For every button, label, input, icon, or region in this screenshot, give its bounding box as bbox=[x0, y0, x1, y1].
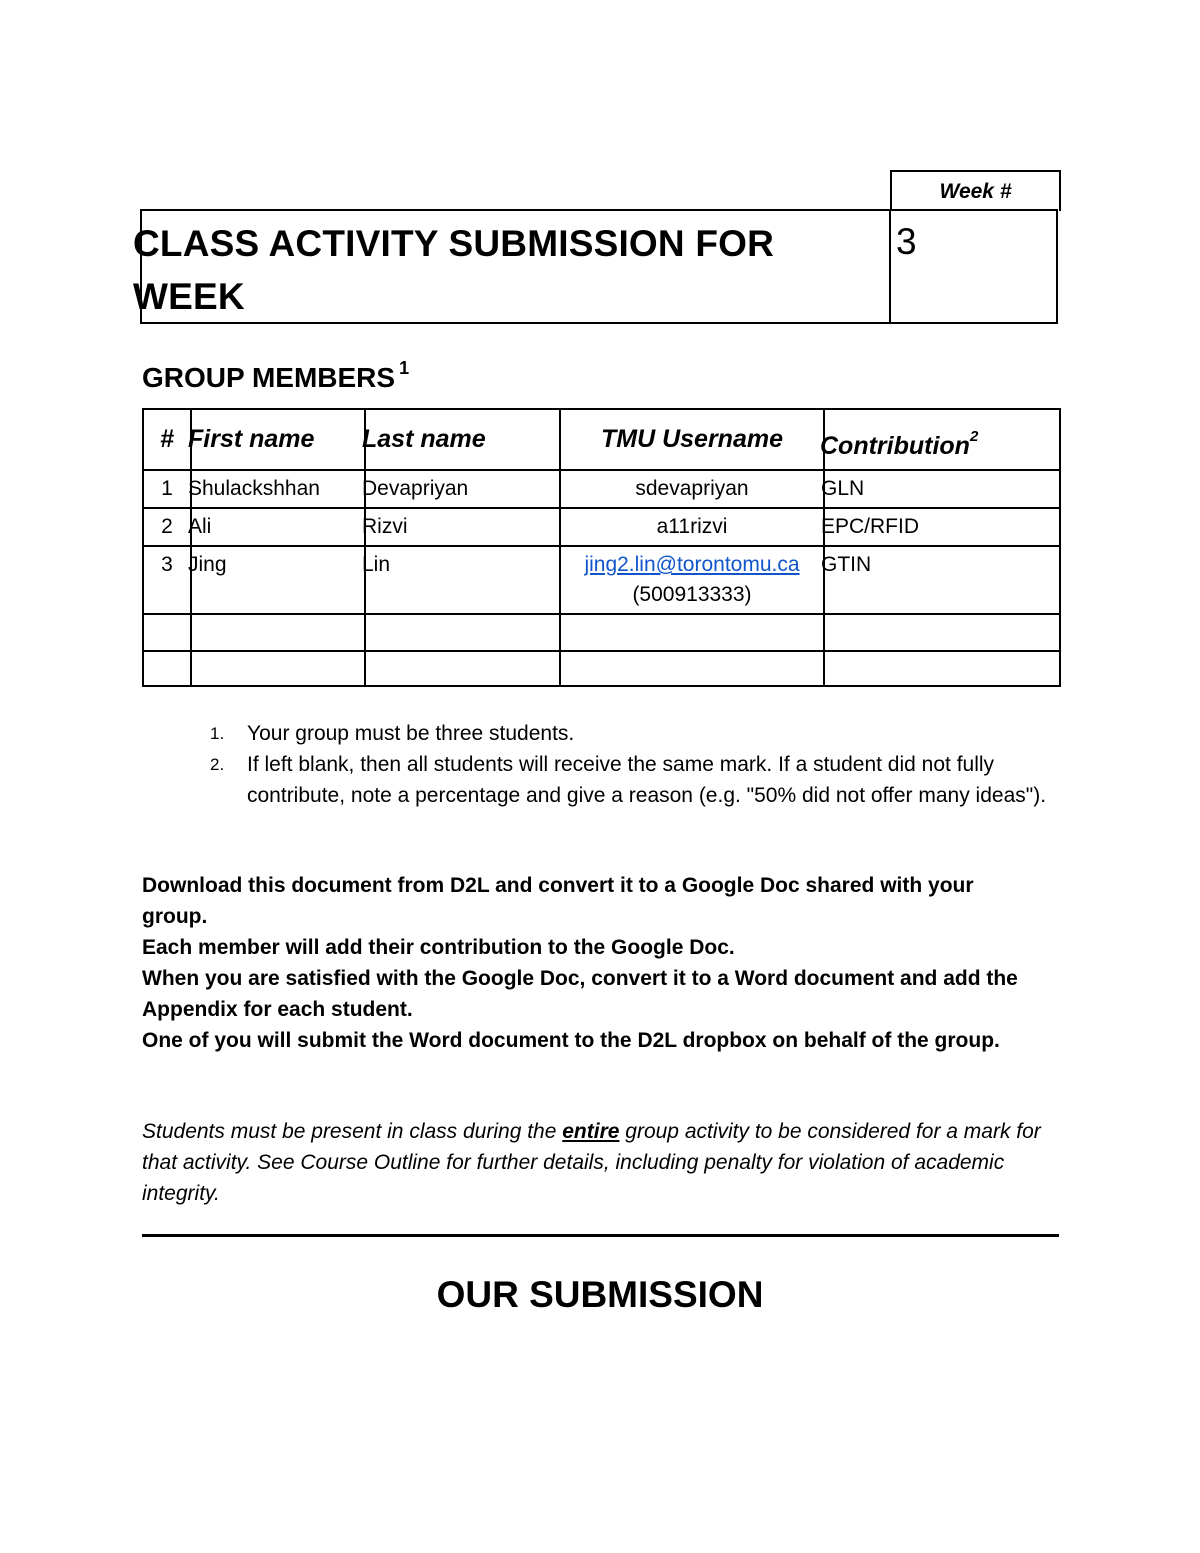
instructions bbox=[142, 870, 1042, 1056]
cell-empty bbox=[365, 614, 560, 651]
cell-contribution bbox=[821, 508, 1060, 546]
table-row bbox=[143, 470, 1060, 508]
cell-empty bbox=[143, 651, 191, 686]
cell-empty bbox=[191, 651, 365, 686]
cell-num bbox=[143, 470, 191, 508]
table-row-empty bbox=[143, 651, 1060, 686]
instruction-line: Each member will add their contribution to the Google Doc. bbox=[142, 936, 735, 959]
cell-last-name-text: Devapriyan bbox=[362, 477, 469, 500]
cell-num-text: 1 bbox=[161, 477, 173, 500]
instruction-line: When you are satisfied with the Google Doc, convert it to a Word document and add the Appendix for each student. bbox=[142, 967, 1018, 1021]
cell-first-name-text: Ali bbox=[188, 515, 212, 538]
attendance-notice bbox=[142, 1116, 1062, 1209]
student-number: (500913333) bbox=[632, 583, 752, 606]
cell-last-name bbox=[362, 546, 560, 614]
cell-empty bbox=[560, 651, 824, 686]
cell-first-name bbox=[188, 546, 365, 614]
cell-empty bbox=[560, 614, 824, 651]
cell-contribution-text: GLN bbox=[821, 477, 865, 500]
list-item-text: Your group must be three students. bbox=[247, 722, 575, 745]
col-header-num: # bbox=[143, 409, 191, 470]
week-label: Week # bbox=[890, 170, 1061, 211]
email-link[interactable]: jing2.lin@torontomu.ca bbox=[584, 553, 800, 576]
cell-empty bbox=[824, 614, 1060, 651]
col-header-contribution bbox=[820, 409, 1060, 470]
group-members-heading bbox=[142, 358, 410, 394]
cell-contribution-text: EPC/RFID bbox=[821, 515, 920, 538]
cell-empty bbox=[191, 614, 365, 651]
col-header-username: TMU Username bbox=[560, 409, 824, 470]
table-row bbox=[143, 508, 1060, 546]
cell-empty bbox=[824, 651, 1060, 686]
table-header-row bbox=[143, 409, 1060, 470]
list-item bbox=[205, 749, 1055, 811]
cell-empty bbox=[143, 614, 191, 651]
table-row-empty bbox=[143, 614, 1060, 651]
col-header-contribution-text: Contribution bbox=[820, 432, 970, 460]
cell-num bbox=[143, 546, 191, 614]
notice-text-after: group activity to be considered for a mark for that activity. See Course Outline for further details, including penalty for violation of academic integrity. bbox=[142, 1120, 1041, 1205]
cell-first-name-text: Jing bbox=[188, 553, 227, 576]
cell-contribution-text: GTIN bbox=[821, 553, 872, 576]
week-number: 3 bbox=[896, 221, 917, 262]
footnotes-list bbox=[205, 718, 1055, 811]
footnote-ref-2: 2 bbox=[969, 428, 979, 445]
horizontal-rule bbox=[142, 1234, 1059, 1237]
notice-emphasis: entire bbox=[562, 1120, 620, 1143]
list-item bbox=[205, 718, 1055, 749]
cell-username-text: sdevapriyan bbox=[635, 477, 749, 500]
cell-username bbox=[560, 508, 824, 546]
cell-last-name bbox=[362, 508, 560, 546]
instruction-line: Download this document from D2L and convert it to a Google Doc shared with your group. bbox=[142, 874, 974, 928]
col-header-last-name bbox=[362, 409, 560, 470]
cell-num bbox=[143, 508, 191, 546]
cell-last-name-text: Lin bbox=[362, 553, 391, 576]
cell-empty bbox=[365, 651, 560, 686]
notice-text-before: Students must be present in class during the bbox=[142, 1120, 563, 1143]
cell-username bbox=[560, 470, 824, 508]
cell-first-name bbox=[188, 508, 365, 546]
list-marker: 2. bbox=[210, 755, 225, 774]
col-header-last-name-text: Last name bbox=[362, 425, 486, 453]
footnote-ref-1: 1 bbox=[399, 358, 410, 378]
title-divider bbox=[889, 209, 891, 324]
instruction-line: One of you will submit the Word document to the D2L dropbox on behalf of the group. bbox=[142, 1029, 1000, 1052]
col-header-first-name bbox=[188, 409, 365, 470]
cell-first-name bbox=[188, 470, 365, 508]
list-item-text: If left blank, then all students will receive the same mark. If a student did not fully contribute, note a percentage and give a reason (e.g. "50% did not offer many ideas"). bbox=[247, 753, 1047, 807]
list-marker: 1. bbox=[210, 724, 225, 743]
col-header-first-name-text: First name bbox=[188, 425, 315, 453]
cell-contribution bbox=[821, 470, 1060, 508]
submission-heading: OUR SUBMISSION bbox=[436, 1274, 764, 1315]
cell-username bbox=[560, 546, 824, 614]
page-title: CLASS ACTIVITY SUBMISSION FOR WEEK bbox=[133, 223, 775, 317]
cell-username-text: a11rizvi bbox=[656, 515, 728, 538]
cell-last-name-text: Rizvi bbox=[362, 515, 408, 538]
cell-num-text: 3 bbox=[161, 553, 173, 576]
cell-num-text: 2 bbox=[161, 515, 173, 538]
cell-last-name bbox=[362, 470, 560, 508]
group-members-heading-text: GROUP MEMBERS bbox=[142, 362, 396, 393]
cell-first-name-text: Shulackshhan bbox=[188, 477, 320, 500]
table-row bbox=[143, 546, 1060, 614]
cell-contribution bbox=[821, 546, 1060, 614]
group-members-table bbox=[142, 408, 1061, 687]
